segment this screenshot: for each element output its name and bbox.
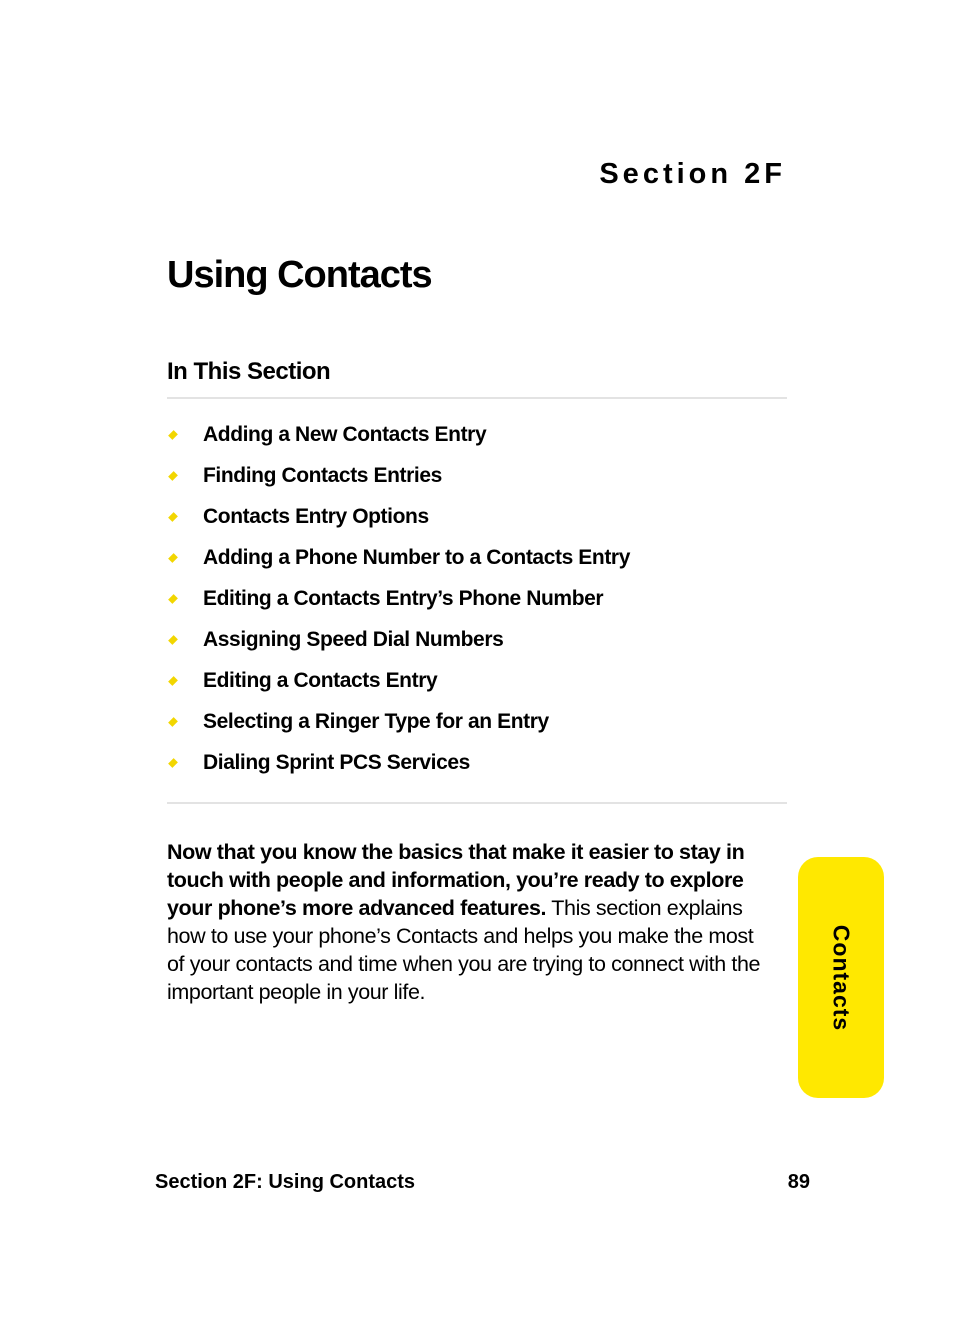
toc-item-label: Assigning Speed Dial Numbers [203,628,504,652]
page-number: 89 [787,1171,810,1193]
intro-paragraph [167,838,767,1006]
toc-item[interactable] [167,455,630,496]
diamond-bullet-icon [168,758,178,768]
toc-item[interactable] [167,578,630,619]
toc-item-label: Selecting a Ringer Type for an Entry [203,710,549,734]
diamond-bullet-icon [168,594,178,604]
intro-body-text: This section explains how to use your phone’s Contacts and helps you make the most of your contacts and time when you are trying to connect with the important people in your life. [167,896,761,1004]
diamond-bullet-icon [168,430,178,440]
diamond-bullet-icon [168,717,178,727]
section-side-tab [798,857,884,1098]
top-divider [167,397,787,399]
diamond-bullet-icon [168,512,178,522]
toc-item-label: Adding a Phone Number to a Contacts Entry [203,545,630,569]
toc-item-label: Contacts Entry Options [203,504,429,528]
toc-item-label: Editing a Contacts Entry [203,669,438,693]
diamond-bullet-icon [168,471,178,481]
toc-item[interactable] [167,661,630,702]
section-label: Section 2F [599,158,786,190]
toc-list [167,414,630,784]
side-tab-label: Contacts [828,924,855,1031]
diamond-bullet-icon [168,635,178,645]
intro-bold-text: Now that you know the basics that make it easier to stay in touch with people and information, you’re ready to explore your phone’s more advanced features. [167,840,745,920]
page-title: Using Contacts [167,254,432,296]
diamond-bullet-icon [168,676,178,686]
toc-item[interactable] [167,537,630,578]
toc-item[interactable] [167,743,630,784]
toc-item-label: Editing a Contacts Entry’s Phone Number [203,586,604,610]
diamond-bullet-icon [168,553,178,563]
toc-item[interactable] [167,619,630,660]
toc-heading: In This Section [167,358,331,385]
bottom-divider [167,802,787,804]
toc-item-label: Adding a New Contacts Entry [203,422,487,446]
toc-item-label: Dialing Sprint PCS Services [203,751,470,775]
toc-item[interactable] [167,702,630,743]
toc-item[interactable] [167,496,630,537]
toc-item[interactable] [167,414,630,455]
footer-section-title: Section 2F: Using Contacts [155,1171,416,1193]
toc-item-label: Finding Contacts Entries [203,463,442,487]
